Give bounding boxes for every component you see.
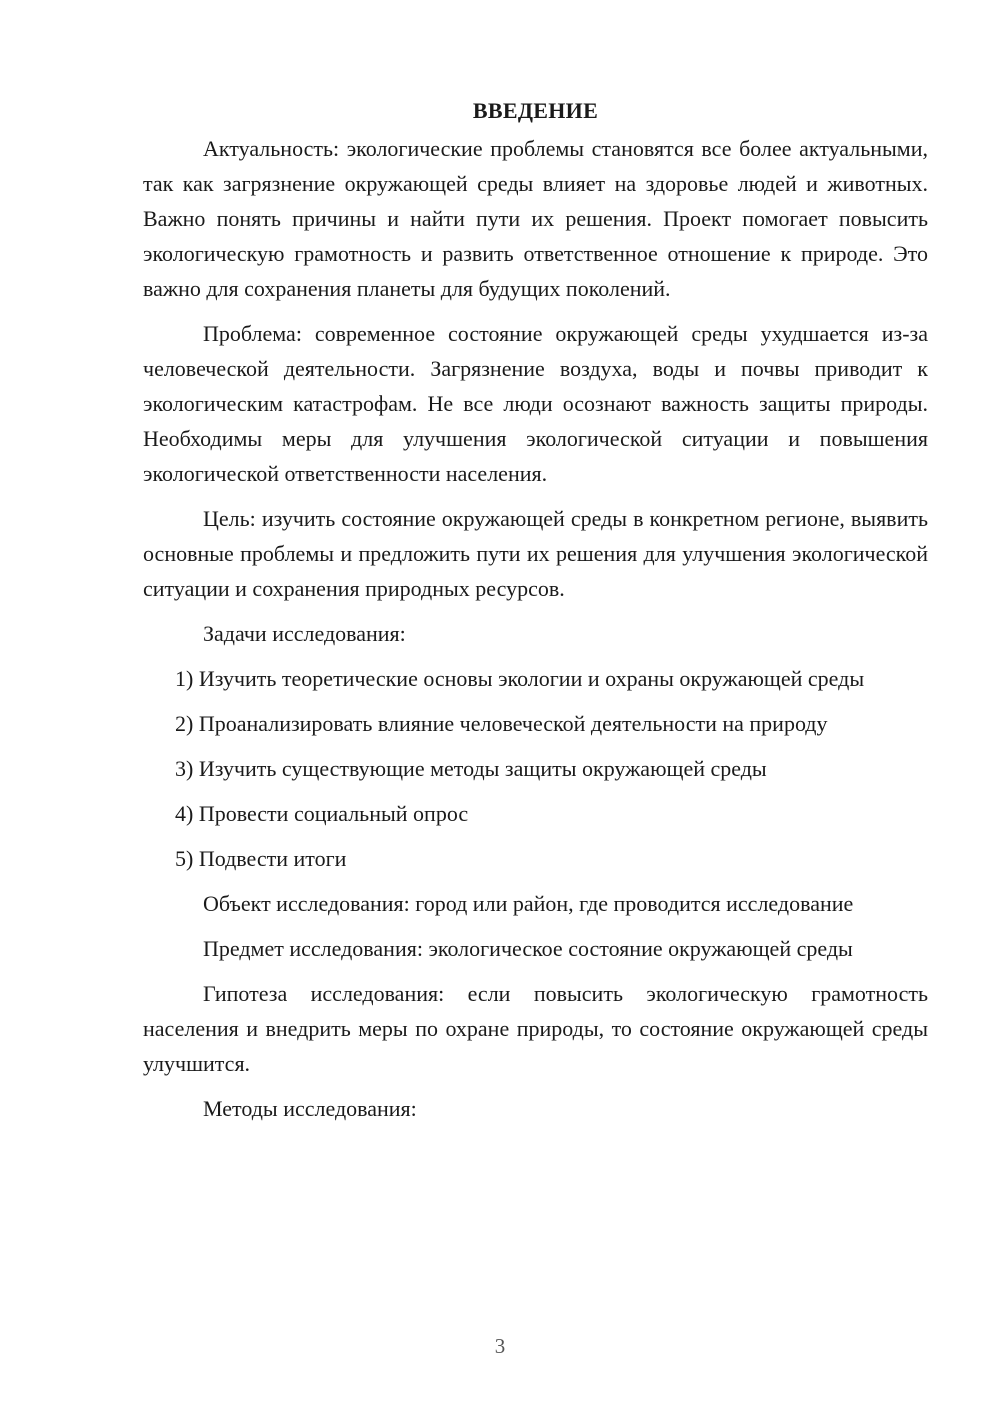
paragraph-subject: Предмет исследования: экологическое состояние окружающей среды bbox=[203, 936, 853, 961]
task-item-4: 4) Провести социальный опрос bbox=[175, 801, 469, 826]
paragraph-methods: Методы исследования: bbox=[203, 1096, 417, 1121]
page-content bbox=[143, 93, 928, 1126]
task-item-3: 3) Изучить существующие методы защиты окружающей среды bbox=[175, 756, 767, 781]
task-item-5: 5) Подвести итоги bbox=[175, 846, 347, 871]
paragraph-tasks-heading: Задачи исследования: bbox=[203, 621, 406, 646]
paragraph-goal: Цель: изучить состояние окружающей среды в конкретном регионе, выявить основные проблемы и предложить пути их решения для улучшения экологической ситуации и сохранения природных ресурсов. bbox=[143, 506, 928, 601]
page-title: ВВЕДЕНИЕ bbox=[472, 98, 599, 123]
paragraph-object: Объект исследования: город или район, где проводится исследование bbox=[203, 891, 854, 916]
task-item-2: 2) Проанализировать влияние человеческой деятельности на природу bbox=[175, 711, 828, 736]
paragraph-problem: Проблема: современное состояние окружающей среды ухудшается из-за человеческой деятельности. Загрязнение воздуха, воды и почвы приводит к экологическим катастрофам. Не все люди осознают важность защиты природы. Необходимы меры для улучшения экологической ситуации и повышения экологической ответственности населения. bbox=[143, 321, 928, 486]
paragraph-hypothesis: Гипотеза исследования: если повысить экологическую грамотность населения и внедрить меры по охране природы, то состояние окружающей среды улучшится. bbox=[143, 981, 928, 1076]
task-item-1: 1) Изучить теоретические основы экологии и охраны окружающей среды bbox=[175, 666, 865, 691]
page-number: 3 bbox=[494, 1334, 506, 1358]
paragraph-relevance: Актуальность: экологические проблемы становятся все более актуальными, так как загрязнение окружающей среды влияет на здоровье людей и животных. Важно понять причины и найти пути их решения. Проект помогает повысить экологическую грамотность и развить ответственное отношение к природе. Это важно для сохранения планеты для будущих поколений. bbox=[143, 136, 928, 301]
